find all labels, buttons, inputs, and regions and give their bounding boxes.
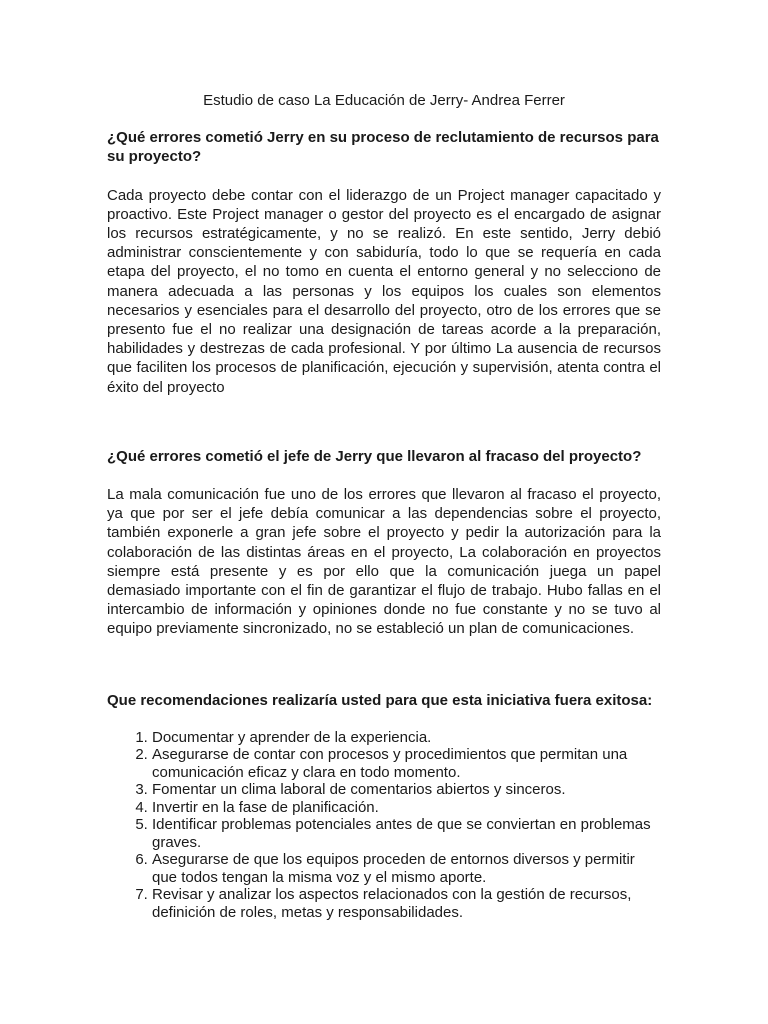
list-item: 4. Invertir en la fase de planificación. — [152, 799, 661, 817]
question-recommendations: Que recomendaciones realizaría usted para que esta iniciativa fuera exitosa: — [107, 691, 653, 709]
list-item: 7. Revisar y analizar los aspectos relacionados con la gestión de recursos, definición de roles, metas y responsabilidades. — [152, 886, 661, 921]
question-recruitment-errors: ¿Qué errores cometió Jerry en su proceso de reclutamiento de recursos para su proyecto? — [107, 129, 659, 166]
list-item: 3. Fomentar un clima laboral de comentarios abiertos y sinceros. — [152, 781, 661, 799]
document-title: Estudio de caso La Educación de Jerry- Andrea Ferrer — [203, 92, 565, 109]
answer-boss-errors: La mala comunicación fue uno de los errores que llevaron al fracaso el proyecto, ya que por ser el jefe debía comunicar a las dependencias sobre el proyecto, también exponerle a gran jefe sobre el proyecto y pedir la autorización para la colaboración de las distintas áreas en el proyecto, La colaboración en proyectos siempre está presente y es por ello que la comunicación juega un papel demasiado importante con el fin de garantizar el flujo de trabajo. Hubo fallas en el intercambio de información y opiniones donde no fue constante y no se tuvo al equipo previamente sincronizado, no se estableció un plan de comunicaciones. — [107, 486, 661, 638]
list-item: 5. Identificar problemas potenciales antes de que se conviertan en problemas graves. — [152, 816, 661, 851]
list-item: 2. Asegurarse de contar con procesos y procedimientos que permitan una comunicación eficaz y clara en todo momento. — [152, 746, 661, 781]
list-item: 1. Documentar y aprender de la experiencia. — [152, 729, 661, 747]
answer-recruitment-errors: Cada proyecto debe contar con el liderazgo de un Project manager capacitado y proactivo. Este Project manager o gestor del proyecto es el encargado de asignar los recursos estratégicamente, y no se realizó. En este sentido, Jerry debió administrar conscientemente y con sabiduría, todo lo que se requería en cada etapa del proyecto, el no tomo en cuenta el entorno general y no selecciono de manera adecuada a las personas y los equipos los cuales son elementos necesarios y esenciales para el desarrollo del proyecto, otro de los errores que se presento fue el no realizar una designación de tareas acorde a la preparación, habilidades y destrezas de cada profesional. Y por último La ausencia de recursos que faciliten los procesos de planificación, ejecución y supervisión, atenta contra el éxito del proyecto — [107, 186, 661, 396]
question-boss-errors: ¿Qué errores cometió el jefe de Jerry que llevaron al fracaso del proyecto? — [107, 447, 642, 465]
list-item: 6. Asegurarse de que los equipos proceden de entornos diversos y permitir que todos tengan la misma voz y el mismo aporte. — [152, 851, 661, 886]
recommendations-list — [107, 729, 661, 922]
